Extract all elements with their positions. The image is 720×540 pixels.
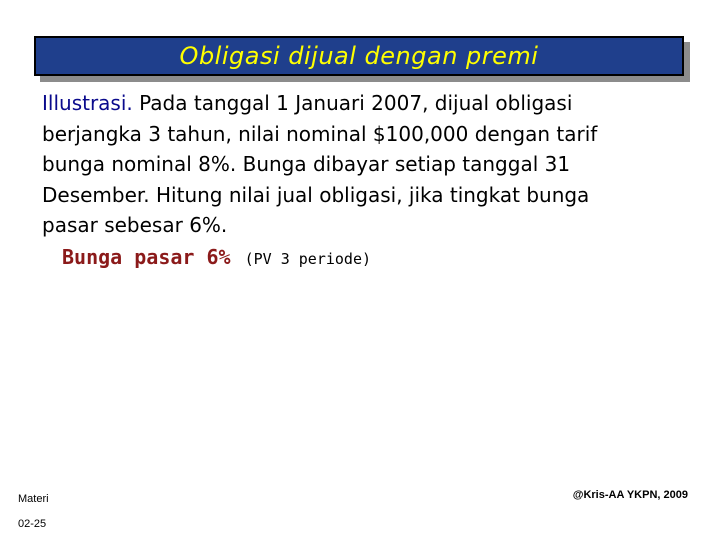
pv-periods-note: (PV 3 periode) bbox=[244, 250, 372, 268]
body-line-5: pasar sebesar 6%. bbox=[42, 213, 228, 237]
footer-section: Materi bbox=[18, 493, 49, 505]
body-line-3: bunga nominal 8%. Bunga dibayar setiap tanggal 31 bbox=[42, 152, 571, 176]
body-line-1-rest: Pada tanggal 1 Januari 2007, dijual obligasi bbox=[132, 91, 573, 115]
title-banner bbox=[34, 36, 684, 76]
body-lead: Illustrasi. bbox=[42, 91, 133, 115]
body-line-1 bbox=[42, 88, 682, 119]
body-line-4: Desember. Hitung nilai jual obligasi, jika tingkat bunga bbox=[42, 182, 590, 207]
body-line-2: berjangka 3 tahun, nilai nominal $100,000 dengan tarif bbox=[42, 121, 598, 146]
footer-credit: @Kris-AA YKPN, 2009 bbox=[572, 489, 688, 501]
market-rate-label: Bunga pasar 6% bbox=[62, 245, 231, 269]
footer-page-number: 02-25 bbox=[18, 518, 47, 530]
slide-body bbox=[42, 88, 682, 241]
slide-title: Obligasi dijual dengan premi bbox=[179, 42, 539, 70]
market-rate-line bbox=[62, 245, 371, 269]
